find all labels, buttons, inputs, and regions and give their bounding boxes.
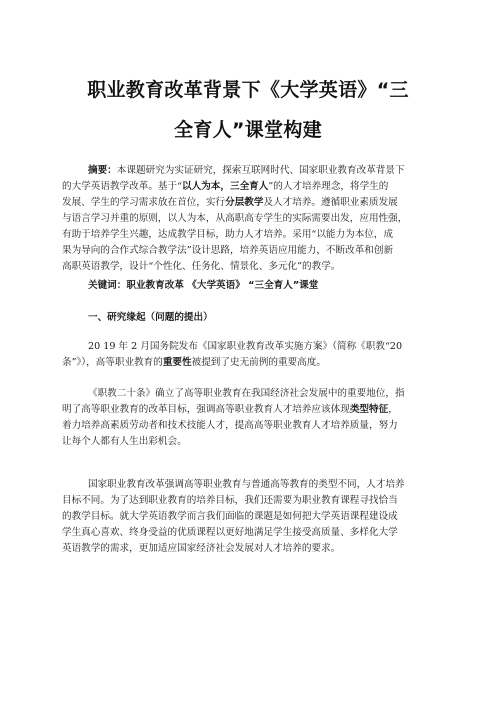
- abstract-label: 摘要：: [88, 165, 117, 176]
- abstract-line-3: 发展、学生的学习需求放在首位，实行分层教学及人才培养。遵循职业素质发展: [62, 197, 398, 208]
- paragraph-2-line-3: 着力培养高素质劳动者和技术技能人才，提高高等职业教育人才培养质量，努力: [62, 420, 398, 431]
- paragraph-1-line-2: 条”》），高等职业教育的重要性被提到了史无前例的重要高度。: [62, 357, 326, 368]
- abstract-line-6: 果为导向的合作式综合教学法”设计思路，培养英语应用能力，不断改革和创新: [62, 245, 394, 256]
- abstract-line-5: 有助于培养学生兴趣，达成教学目标，助力人才培养。采用“以能力为本位，成: [62, 229, 394, 240]
- paragraph-3-line-3: 的教学目标。就大学英语教学而言我们面临的课题是如何把大学英语课程建设成: [62, 511, 398, 522]
- paragraph-3-line-5: 英语教学的需求，更加适应国家经济社会发展对人才培养的要求。: [62, 543, 341, 554]
- section-heading: 一、研究缘起（问题的提出）: [88, 312, 213, 323]
- paragraph-2-line-4: 让每个人都有人生出彩机会。: [62, 436, 187, 447]
- abstract-line-1: 摘要：本课题研究为实证研究，探索互联网时代、国家职业教育改革背景下: [88, 165, 405, 176]
- keywords: 关键词：职业教育改革 《大学英语》 “三全育人”课堂: [88, 280, 319, 291]
- paragraph-3-line-4: 学生真心喜欢、终身受益的优质课程以更好地满足学生接受高质量、多样化大学: [62, 527, 398, 538]
- paragraph-1-emphasis: 重要性: [162, 357, 192, 368]
- paragraph-3: [62, 477, 405, 557]
- abstract: [62, 163, 442, 275]
- paragraph-1-line-1: 20 19 年 2 月国务院发布《国家职业教育改革实施方案》（简称《职教“20: [88, 341, 403, 352]
- paragraph-3-line-1: 国家职业教育改革强调高等职业教育与普通高等教育的类型不同，人才培养: [88, 479, 405, 490]
- paragraph-2-line-1: 《职教二十条》确立了高等职业教育在我国经济社会发展中的重要地位，指: [88, 388, 405, 399]
- abstract-emphasis-1: 以人为本，三全育人: [182, 181, 269, 192]
- document-title-line-2: 全育人”课堂构建: [174, 119, 322, 141]
- paragraph-2-line-2: 明了高等职业教育的改革目标，强调高等职业教育人才培养应该体现类型特征，: [62, 404, 398, 415]
- document-title-line-1: 职业教育改革背景下《大学英语》“三: [87, 79, 409, 101]
- abstract-line-4: 与语言学习并重的原则，以人为本，从高职高专学生的实际需要出发，应用性强，: [62, 213, 408, 224]
- paragraph-1: [62, 339, 402, 371]
- abstract-line-7: 高职英语教学，设计“个性化、任务化、情景化、多元化”的教学。: [62, 261, 341, 272]
- paragraph-2-emphasis: 类型特征: [349, 404, 389, 415]
- abstract-emphasis-2: 分层教学: [225, 197, 264, 208]
- abstract-line-2: 的大学英语教学改革。基于“以人为本，三全育人”的人才培养理念，将学生的: [62, 181, 389, 192]
- paragraph-3-line-2: 目标不同。为了达到职业教育的培养目标，我们还需要为职业教育课程寻找恰当: [62, 495, 398, 506]
- paragraph-2: [62, 386, 405, 450]
